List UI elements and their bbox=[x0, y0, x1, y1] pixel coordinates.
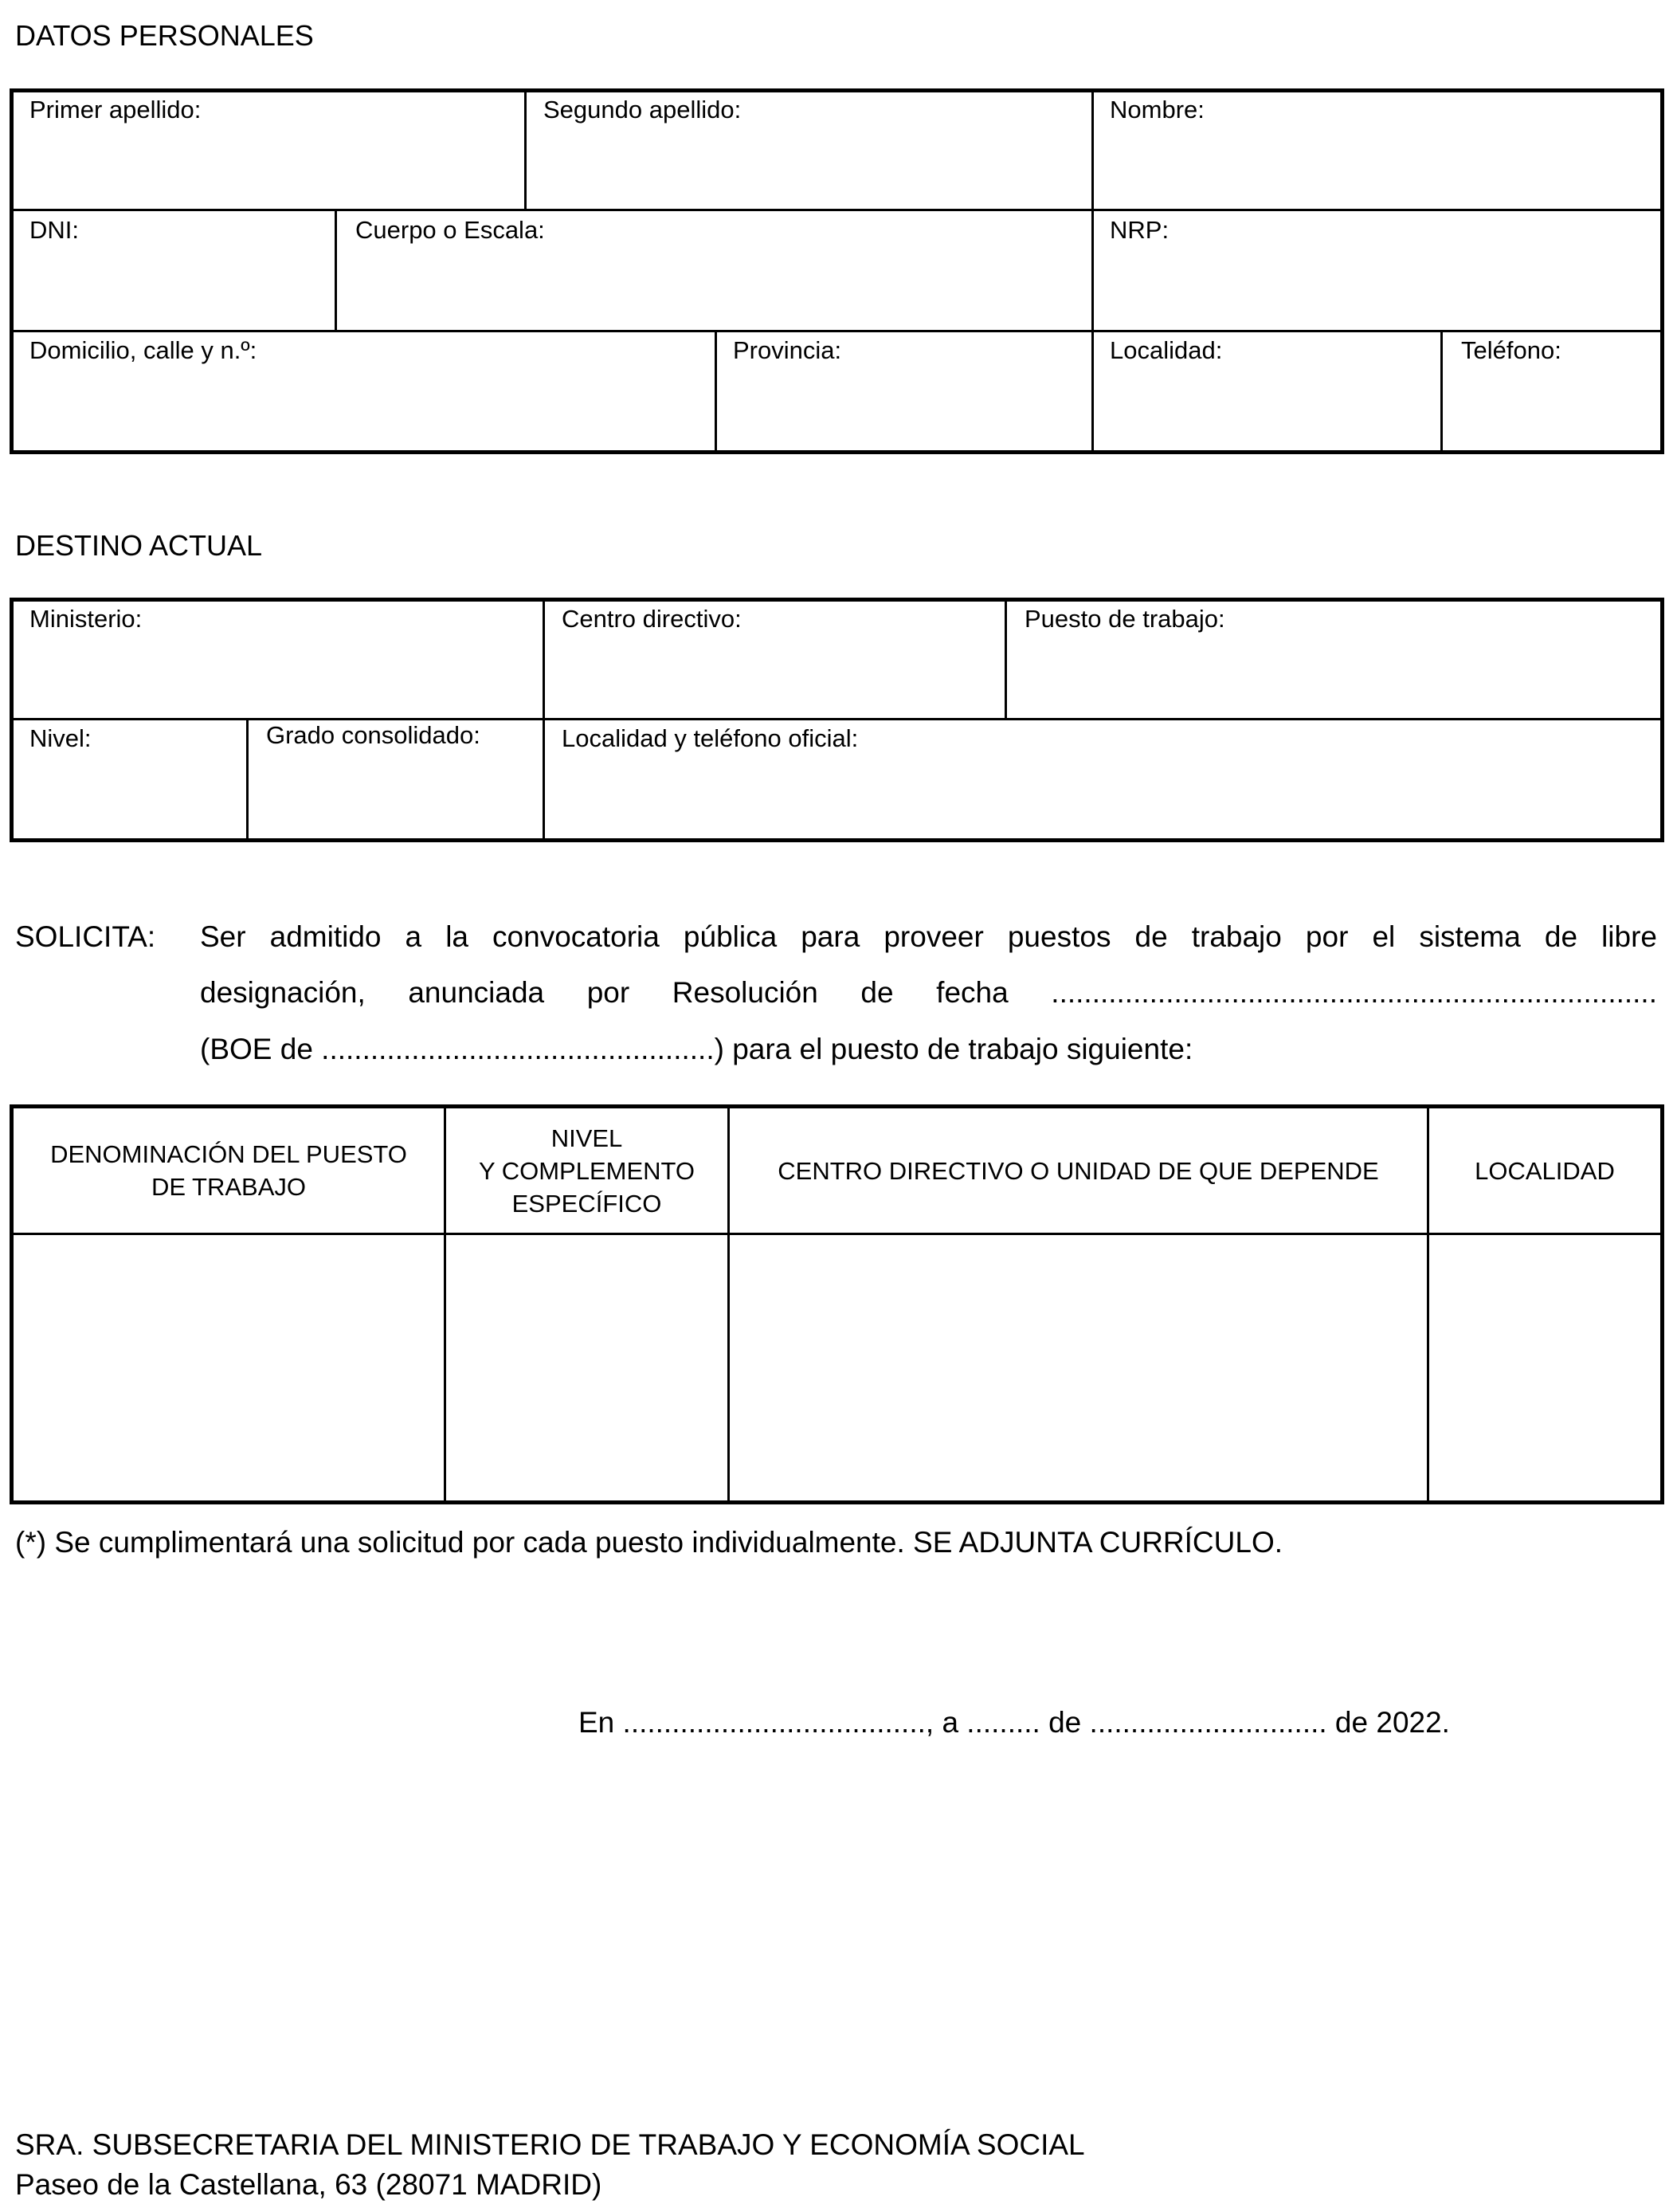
field-centro-directivo[interactable]: Centro directivo: bbox=[562, 605, 742, 633]
section-heading-datos-personales: DATOS PERSONALES bbox=[15, 19, 314, 52]
column-divider bbox=[715, 330, 717, 454]
column-divider bbox=[1005, 598, 1007, 718]
footnote: (*) Se cumplimentará una solicitud por cada puesto individualmente. SE ADJUNTA CURRÍCULO. bbox=[15, 1526, 1283, 1559]
column-header-denominacion bbox=[14, 1108, 444, 1233]
solicita-text-line-1: Ser admitido a la convocatoria pública para proveer puestos de trabajo por el sistema de libre bbox=[200, 920, 1657, 953]
field-cuerpo-escala[interactable]: Cuerpo o Escala: bbox=[355, 216, 545, 244]
column-divider bbox=[543, 598, 545, 842]
header-text-line: ESPECÍFICO bbox=[511, 1189, 662, 1218]
row-divider bbox=[10, 330, 1664, 332]
section-heading-destino-actual: DESTINO ACTUAL bbox=[15, 529, 263, 562]
column-header-centro-directivo bbox=[730, 1108, 1427, 1233]
field-puesto-trabajo[interactable]: Puesto de trabajo: bbox=[1025, 605, 1225, 633]
field-dni[interactable]: DNI: bbox=[29, 216, 79, 244]
header-text-line: CENTRO DIRECTIVO O UNIDAD DE QUE DEPENDE bbox=[778, 1156, 1379, 1185]
header-text-line: LOCALIDAD bbox=[1475, 1156, 1615, 1185]
solicita-text-line-3: (BOE de ................................................) para el puesto de trabajo siguiente: bbox=[200, 1033, 1193, 1065]
personal-data-form bbox=[10, 88, 1664, 454]
field-localidad[interactable]: Localidad: bbox=[1110, 336, 1223, 364]
field-primer-apellido[interactable]: Primer apellido: bbox=[29, 96, 202, 124]
column-divider bbox=[524, 88, 527, 209]
addressee-line-2: Paseo de la Castellana, 63 (28071 MADRID) bbox=[15, 2168, 602, 2201]
row-divider bbox=[10, 718, 1664, 720]
column-header-localidad bbox=[1429, 1108, 1660, 1233]
column-divider bbox=[1440, 330, 1443, 454]
cell-nivel-input[interactable] bbox=[446, 1235, 727, 1500]
header-text-line: Y COMPLEMENTO bbox=[478, 1156, 695, 1185]
column-divider bbox=[335, 209, 337, 330]
field-domicilio[interactable]: Domicilio, calle y n.º: bbox=[29, 336, 257, 364]
field-grado-consolidado[interactable]: Grado consolidado: bbox=[266, 721, 480, 749]
solicita-text-line-2: designación, anunciada por Resolución de fecha .......................................................................... bbox=[200, 976, 1657, 1009]
field-provincia[interactable]: Provincia: bbox=[733, 336, 842, 364]
field-nombre[interactable]: Nombre: bbox=[1110, 96, 1205, 124]
field-ministerio[interactable]: Ministerio: bbox=[29, 605, 143, 633]
cell-centro-directivo-input[interactable] bbox=[730, 1235, 1427, 1500]
solicita-label: SOLICITA: bbox=[15, 920, 156, 953]
addressee-line-1: SRA. SUBSECRETARIA DEL MINISTERIO DE TRABAJO Y ECONOMÍA SOCIAL bbox=[15, 2128, 1085, 2161]
field-localidad-telefono-oficial[interactable]: Localidad y teléfono oficial: bbox=[562, 724, 859, 752]
cell-localidad-input[interactable] bbox=[1429, 1235, 1660, 1500]
field-telefono[interactable]: Teléfono: bbox=[1461, 336, 1561, 364]
field-nrp[interactable]: NRP: bbox=[1110, 216, 1170, 244]
header-text-line: NIVEL bbox=[550, 1124, 623, 1152]
header-text-line: DE TRABAJO bbox=[151, 1173, 307, 1201]
place-date-line: En ....................................., a ......... de ............................. de 2022. bbox=[578, 1706, 1450, 1739]
row-divider bbox=[10, 209, 1664, 211]
column-divider bbox=[246, 718, 249, 842]
cell-denominacion-input[interactable] bbox=[14, 1235, 444, 1500]
field-nivel[interactable]: Nivel: bbox=[29, 724, 92, 752]
field-segundo-apellido[interactable]: Segundo apellido: bbox=[543, 96, 742, 124]
header-text-line: DENOMINACIÓN DEL PUESTO bbox=[50, 1140, 407, 1168]
column-divider bbox=[1091, 88, 1094, 454]
column-header-nivel bbox=[446, 1108, 727, 1233]
